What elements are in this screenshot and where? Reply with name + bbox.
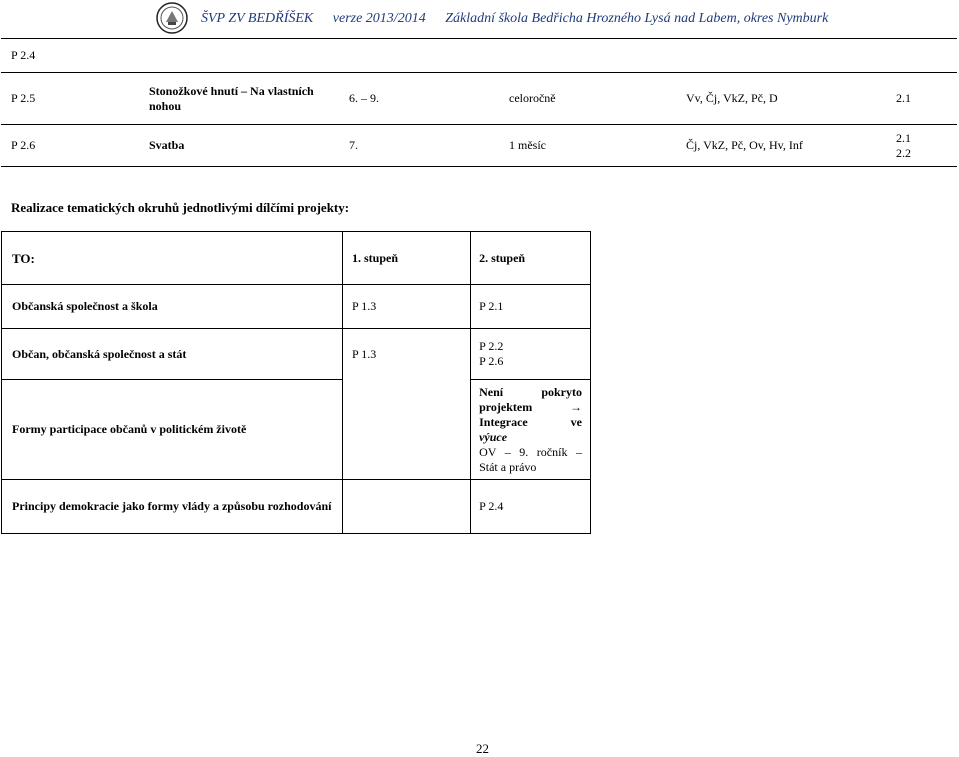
projects-table: [1, 38, 957, 167]
project-code: P 2.6: [1, 125, 139, 167]
project-duration: 1 měsíc: [499, 125, 676, 167]
project-grades: 6. – 9.: [339, 73, 499, 125]
stage2-cell: P 2.2 P 2.6: [471, 329, 591, 380]
stage1-cell: [343, 380, 471, 480]
header-to: TO:: [2, 232, 343, 285]
project-ref: 2.1 2.2: [886, 125, 957, 167]
table-row: [1, 125, 957, 167]
header-title: ŠVP ZV BEDŘÍŠEK: [201, 11, 314, 26]
table-row: [2, 380, 591, 480]
topic-cell: Principy demokracie jako formy vlády a způsobu rozhodování: [2, 480, 343, 534]
table-row: [2, 285, 591, 329]
section-heading: Realizace tematických okruhů jednotlivými dílčími projekty:: [11, 200, 350, 215]
topic-cell: Občanská společnost a škola: [2, 285, 343, 329]
table-header-row: [2, 232, 591, 285]
stage1-cell: [343, 480, 471, 534]
page-header: [0, 0, 959, 38]
stage1-cell: P 1.3: [343, 329, 471, 380]
stage2-cell: P 2.4: [471, 480, 591, 534]
school-seal-icon: [156, 2, 188, 34]
project-code: P 2.5: [1, 73, 139, 125]
table-row: [1, 39, 957, 73]
page-number: 22: [476, 741, 489, 756]
project-subjects: Vv, Čj, VkZ, Pč, D: [676, 73, 886, 125]
table-row: [1, 73, 957, 125]
topic-cell: Občan, občanská společnost a stát: [2, 329, 343, 380]
header-stage1: 1. stupeň: [343, 232, 471, 285]
stage2-cell: Není pokryto projektem → Integrace ve výuce OV – 9. ročník – Stát a právo: [471, 380, 591, 480]
stage1-cell: P 1.3: [343, 285, 471, 329]
stage2-cell: P 2.1: [471, 285, 591, 329]
project-code: P 2.4: [1, 39, 139, 73]
cross-curricular-table: [1, 231, 591, 534]
header-school: Základní škola Bedřicha Hrozného Lysá nad Labem, okres Nymburk: [445, 11, 829, 26]
table-row: [2, 480, 591, 534]
project-name: Stonožkové hnutí – Na vlastních nohou: [139, 73, 339, 125]
project-duration: celoročně: [499, 73, 676, 125]
table-row: [2, 329, 591, 380]
project-grades: 7.: [339, 125, 499, 167]
project-name: Svatba: [139, 125, 339, 167]
header-stage2: 2. stupeň: [471, 232, 591, 285]
topic-cell: Formy participace občanů v politickém životě: [2, 380, 343, 480]
project-ref: 2.1: [886, 73, 957, 125]
header-version: verze 2013/2014: [332, 11, 426, 26]
header-text: [201, 11, 844, 27]
project-subjects: Čj, VkZ, Pč, Ov, Hv, Inf: [676, 125, 886, 167]
